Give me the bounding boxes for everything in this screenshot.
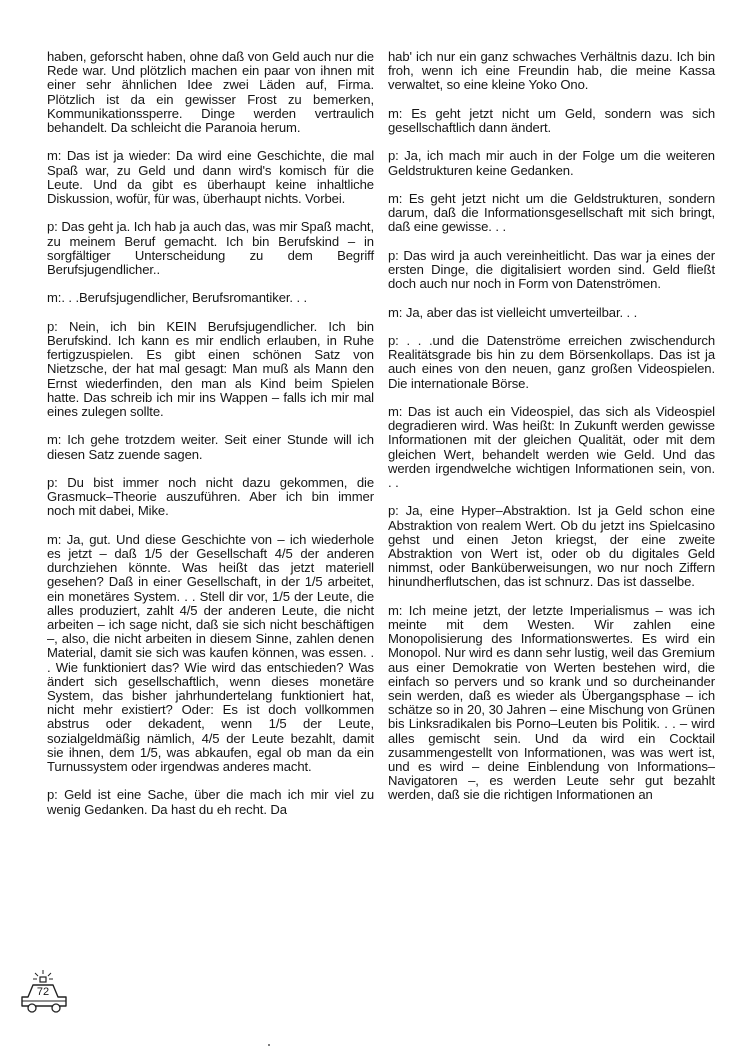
paragraph: m: Das ist auch ein Videospiel, das sich als Videospiel degradieren wird. Was heißt: In Zukunft werden gewisse Informationen mit der gleichen Qualität, oder mit dem gleichen Wert, behandelt werden wie Geld. Und das werden irgendwelche wichtigen Informationen sein, von. . .: [388, 403, 715, 490]
paragraph: p: Nein, ich bin KEIN Berufsjugendlicher. Ich bin Berufskind. Ich kann es mir endlich erlauben, in Ruhe fertigzuspielen. Es gibt einen schönen Satz von Nietzsche, der hat mal gesagt: Man muß als Mann den Ernst wiederfinden, den man als Kind beim Spielen hatte. Das schreib ich mir ins Wappen – falls ich mir mal eines zulegen sollte.: [47, 318, 374, 420]
paragraph: hab' ich nur ein ganz schwaches Verhältnis dazu. Ich bin froh, wenn ich eine Freundin hab, die meine Kassa verwaltet, so eine kleine Yoko Ono.: [388, 49, 715, 93]
paragraph: m:. . .Berufsjugendlicher, Berufsromantiker. . .: [47, 290, 308, 306]
paragraph: m: Es geht jetzt nicht um die Geldstrukturen, sondern darum, daß die Informationsgesellschaft mit sich bringt, daß eine gewisse. . .: [388, 190, 715, 235]
paragraph: p: . . .und die Datenströme erreichen zwischendurch Realitätsgrade bis hin zu dem Börsenkollaps. Das ist ja auch eines von den neuen, ganz großen Videospielen. Die internationale Börse.: [388, 332, 715, 391]
paragraph: p: Geld ist eine Sache, über die mach ich mir viel zu wenig Gedanken. Da hast du eh recht. Da: [47, 787, 374, 817]
paragraph: p: Ja, eine Hyper–Abstraktion. Ist ja Geld schon eine Abstraktion von realem Wert. Ob du jetzt ins Spielcasino gehst und einen Jeton kriegst, der eine zweite Abstraktion von Wert ist, oder ob du digitales Geld nimmst, oder Banküberweisungen, wo nur noch Ziffern hinundherflutschen, das ist schnurz. Das ist dasselbe.: [388, 503, 715, 590]
paragraph: m: Ich meine jetzt, der letzte Imperialismus – was ich meinte mit dem Westen. Wir zahlen eine Monopolisierung des Informationswertes. Es wird ein Monopol. Nur wird es dann sehr lustig, weil das Gremium aus einer Demokratie von Werten bestehen wird, die einfach so pervers und so krank und so durcheinander sein werden, daß es wieder als Übergangsphase – ich schätze so in 20, 30 Jahren – eine Mischung von Grünen bis Linksradikalen bis Porno–Leuten bis Politik. . . – wird alles gemischt sein. Und da wird ein Cocktail zusammengestellt von Informationen, was was wert ist, und es wird – deine Einblendung von Informations–Navigatoren –, es werden Leute sehr gut bezahlt werden, daß sie die richtigen Informationen an: [388, 602, 715, 803]
page-number: 72: [36, 986, 50, 998]
paragraph: m: Ja, aber das ist vielleicht umverteilbar. . .: [388, 304, 638, 320]
page-number-badge: [14, 968, 72, 1020]
right-column: [388, 50, 715, 817]
paragraph: p: Ja, ich mach mir auch in der Folge um die weiteren Geldstrukturen keine Gedanken.: [388, 148, 715, 178]
paragraph: p: Das geht ja. Ich hab ja auch das, was mir Spaß macht, zu meinem Beruf gemacht. Ich bin Berufskind – in sorgfältiger Unterscheidung zu dem Begriff Berufsjugendlicher..: [47, 219, 374, 278]
paragraph: p: Das wird ja auch vereinheitlicht. Das war ja eines der ersten Dinge, die digitalisiert worden sind. Geld fließt doch auch nur noch in Form von Datenströmen.: [388, 247, 715, 292]
paragraph: m: Ja, gut. Und diese Geschichte von – ich wiederhole es jetzt – daß 1/5 der Gesellschaft 4/5 der anderen durchziehen könnte. Was heißt das jetzt materiell gesehen? Daß in einer Gesellschaft, in der 1/5 arbeitet, ein monetäres System. . . Stell dir vor, 1/5 der Leute, die alles produziert, zahlt 4/5 der anderen Leute, die nicht arbeiten – ich sage nicht, daß sie sich nicht beschäftigen –, also, die nicht arbeiten in diesem Sinne, zahlen denen Material, damit sie sich was kaufen können, was essen. . . Wie funktioniert das? Wie wird das entschieden? Was ändert sich gesellschaftlich, wenn dieses monetäre System, das bisher jahrhundertelang funktioniert hat, nicht mehr existiert? Oder: Es ist doch vollkommen abstrus oder dekadent, wenn 1/5 der Leute, sozialgeldmäßig nämlich, 4/5 der Leute bezahlt, damit sie ihnen, dem 1/5, was abkaufen, egal ob man da ein Turnussystem oder irgendwas anderes macht.: [47, 531, 374, 775]
paragraph: p: Du bist immer noch nicht dazu gekommen, die Grasmuck–Theorie auszuführen. Aber ich bin immer noch mit dabei, Mike.: [47, 475, 374, 519]
print-speck: [268, 1044, 270, 1046]
paragraph: m: Ich gehe trotzdem weiter. Seit einer Stunde will ich diesen Satz zuende sagen.: [47, 432, 374, 462]
paragraph: m: Es geht jetzt nicht um Geld, sondern was sich gesellschaftlich dann ändert.: [388, 105, 715, 135]
left-column: [47, 50, 374, 831]
paragraph: haben, geforscht haben, ohne daß von Geld auch nur die Rede war. Und plötzlich machen ein paar von ihnen mit einer sehr ähnlichen Idee zwei Läden auf, Firma. Plötzlich ist da ein gewisser Frost zu bemerken, Kommunikationssperre. Dinge werden vertraulich behandelt. Da schleicht die Paranoia herum.: [47, 49, 374, 136]
paragraph: m: Das ist ja wieder: Da wird eine Geschichte, die mal Spaß war, zu Geld und dann wird's komisch für die Leute. Und da gibt es überhaupt keine inhaltliche Diskussion, wofür, für was, überhaupt nichts. Vorbei.: [47, 148, 374, 207]
